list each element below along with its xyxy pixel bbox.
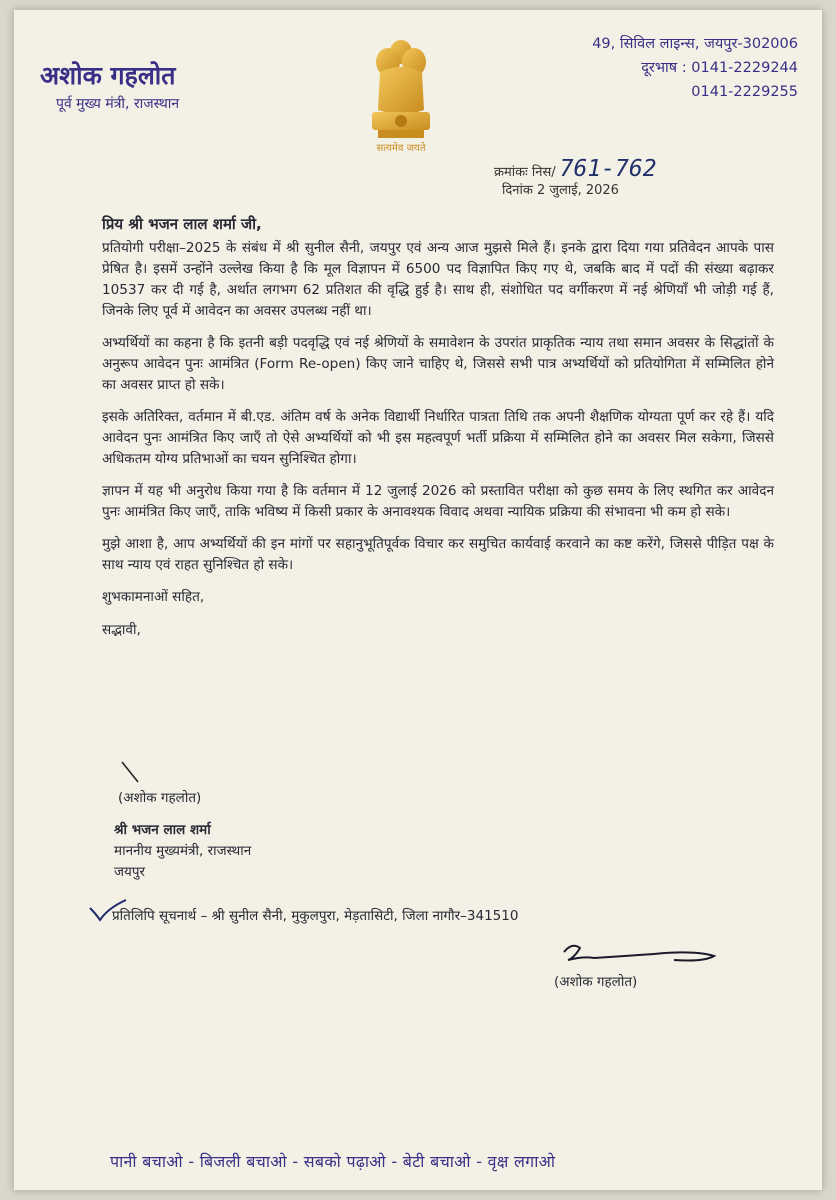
recipient-designation: माननीय मुख्यमंत्री, राजस्थान <box>114 843 252 859</box>
letter-body <box>102 238 774 641</box>
paragraph: प्रतियोगी परीक्षा–2025 के संबंध में श्री सुनील सैनी, जयपुर एवं अन्य आज मुझसे मिले हैं। इनके द्वारा दिया गया प्रतिवेदन आपके पास प्रेषित है। इसमें उन्होंने उल्लेख किया है कि मूल विज्ञापन में 6500 पद विज्ञापित किए गए थे, जबकि बाद में पदों की संख्या बढ़ाकर 10537 कर दी गई है, अर्थात लगभग 62 प्रतिशत की वृद्धि हुई है। साथ ही, संशोधित पद वर्गीकरण में नई श्रेणियाँ भी जोड़ी गई हैं, जिनके लिए पूर्व में आवेदन का अवसर उपलब्ध नहीं था। <box>102 240 774 319</box>
recipient-block <box>114 820 251 883</box>
address-block <box>592 32 798 104</box>
closing-regards: शुभकामनाओं सहित, <box>102 589 205 605</box>
phone-line-2: 0141-2229255 <box>691 84 798 100</box>
reference-number: 761-762 <box>559 156 657 182</box>
sender-designation: पूर्व मुख्य मंत्री, राजस्थान <box>56 96 180 112</box>
phone-line-1: दूरभाष : 0141-2229244 <box>641 60 798 76</box>
closing-sincerely: सद्भावी, <box>102 622 141 638</box>
copy-to-line: प्रतिलिपि सूचनार्थ – श्री सुनील सैनी, मुकुलपुरा, मेड़तासिटी, जिला नागौर–341510 <box>112 908 519 924</box>
salutation: प्रिय श्री भजन लाल शर्मा जी, <box>102 215 262 233</box>
sender-name: अशोक गहलोत <box>40 61 176 90</box>
paragraph: अभ्यर्थियों का कहना है कि इतनी बड़ी पदवृद्धि एवं नई श्रेणियों के समावेशन के उपरांत प्राकृतिक न्याय तथा समान अवसर के सिद्धांतों के अनुरूप आवेदन पुनः आमंत्रित (Form Re-open) किए जाने चाहिए थे, जिससे सभी पात्र अभ्यर्थियों को प्रतियोगिता में सम्मिलित होने का अवसर प्राप्त हो सके। <box>102 335 774 393</box>
paragraph: मुझे आशा है, आप अभ्यर्थियों की इन मांगों पर सहानुभूतिपूर्वक विचार कर समुचित कार्यवाई करवाने का कष्ट करेंगे, जिससे पीड़ित पक्ष के साथ न्याय एवं राहत सुनिश्चित हो सके। <box>102 536 774 573</box>
emblem-motto: सत्यमेव जयते <box>376 143 426 154</box>
recipient-name: श्री भजन लाल शर्मा <box>114 822 211 838</box>
signatory-name: (अशोक गहलोत) <box>118 790 202 806</box>
handwritten-signature-icon <box>554 934 724 974</box>
recipient-city: जयपुर <box>114 864 146 880</box>
signatory-name-final: (अशोक गहलोत) <box>554 974 638 990</box>
letter-page <box>14 10 822 1190</box>
footer-slogan: पानी बचाओ - बिजली बचाओ - सबको पढ़ाओ - बेटी बचाओ - वृक्ष लगाओ <box>110 1152 556 1171</box>
reference-label: क्रमांकः निस/ <box>494 165 556 180</box>
paragraph: इसके अतिरिक्त, वर्तमान में बी.एड. अंतिम वर्ष के अनेक विद्यार्थी निर्धारित पात्रता तिथि तक अपनी शैक्षणिक योग्यता पूर्ण कर रहे हैं। यदि आवेदन पुनः आमंत्रित किए जाएँ तो ऐसे अभ्यर्थियों को भी इस महत्वपूर्ण भर्ती प्रक्रिया में सम्मिलित होने का अवसर मिल सकेगा, जिससे अधिकतम योग्य प्रतिभाओं का चयन सुनिश्चित होगा। <box>102 409 774 467</box>
signature-stroke-icon <box>118 758 148 786</box>
reference-line <box>494 156 657 182</box>
paragraph: ज्ञापन में यह भी अनुरोध किया गया है कि वर्तमान में 12 जुलाई 2026 को प्रस्तावित परीक्षा को कुछ समय के लिए स्थगित कर आवेदन पुनः आमंत्रित किए जाएँ, ताकि भविष्य में किसी प्रकार के अनावश्यक विवाद अथवा न्यायिक प्रक्रिया की संभावना भी कम हो सके। <box>102 483 774 520</box>
national-emblem-icon <box>366 32 436 162</box>
address-line: 49, सिविल लाइन्स, जयपुर-302006 <box>592 36 798 52</box>
letter-date: दिनांक 2 जुलाई, 2026 <box>502 183 619 198</box>
